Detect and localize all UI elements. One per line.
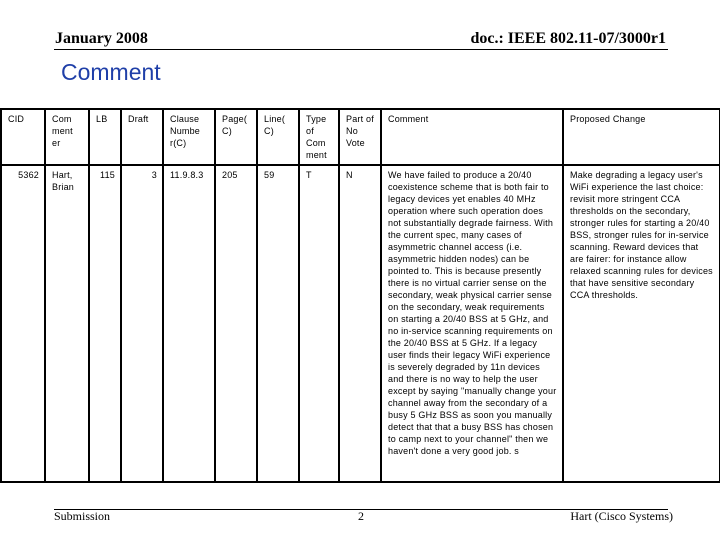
cell-draft: 3 <box>121 165 163 482</box>
cell-type: T <box>299 165 339 482</box>
cell-lb: 115 <box>89 165 121 482</box>
col-draft: Draft <box>121 109 163 165</box>
col-clause: Clause Numbe r(C) <box>163 109 215 165</box>
cell-line: 59 <box>257 165 299 482</box>
col-type: Type of Com ment <box>299 109 339 165</box>
cell-cid: 5362 <box>1 165 45 482</box>
page-title: Comment <box>61 59 161 85</box>
col-commenter: Com ment er <box>45 109 89 165</box>
cell-part-of-no-vote: N <box>339 165 381 482</box>
cell-commenter: Hart, Brian <box>45 165 89 482</box>
col-part-of-no-vote: Part of No Vote <box>339 109 381 165</box>
col-proposed-change: Proposed Change <box>563 109 720 165</box>
cell-page: 205 <box>215 165 257 482</box>
table-row <box>1 165 720 482</box>
col-cid: CID <box>1 109 45 165</box>
table-header-row <box>1 109 720 165</box>
col-lb: LB <box>89 109 121 165</box>
col-line: Line( C) <box>257 109 299 165</box>
footer-author: Hart (Cisco Systems) <box>570 509 673 523</box>
cell-proposed-change: Make degrading a legacy user's WiFi experience the last choice: revisit more stringent CCA thresholds on the secondary, stronger rules for starting a 20/40 BSS, stronger rules for in-service scanning. Reward devices that are fairer: for instance allow relaxed scanning rules for devices that have sensitive secondary CCA thresholds. <box>563 165 720 482</box>
footer-submission: Submission <box>54 509 111 523</box>
col-comment: Comment <box>381 109 563 165</box>
cell-comment: We have failed to produce a 20/40 coexistence scheme that is both fair to legacy devices yet enables 40 MHz operation where such operation does not substantially degrade fairness. With the current spec, many cases of asymmetric channel access (i.e. asymmetric hidden nodes) can be pointed to. This is because presently there is no virtual carrier sense on the secondary, weak physical carrier sense on the secondary, weak requirements on starting a 20/40 BSS at 5 GHz, and no in-service scanning requirements on the 20/40 BSS at 5 GHz. If a legacy user finds their legacy WiFi experience is severely degraded by 11n devices and there is no way to help the user except by saying "manually change your channel away from the secondary of a busy 5 GHz BSS as soon you manually detect that that a busy BSS has chosen to camp next to your channel" then we haven't done a very good job. s <box>381 165 563 482</box>
comment-table <box>0 108 720 483</box>
cell-clause: 11.9.8.3 <box>163 165 215 482</box>
footer-page-number: 2 <box>358 509 364 523</box>
header-doc-id: doc.: IEEE 802.11-07/3000r1 <box>470 30 666 47</box>
header-rule <box>54 49 668 50</box>
col-page: Page( C) <box>215 109 257 165</box>
header-date: January 2008 <box>55 30 148 47</box>
